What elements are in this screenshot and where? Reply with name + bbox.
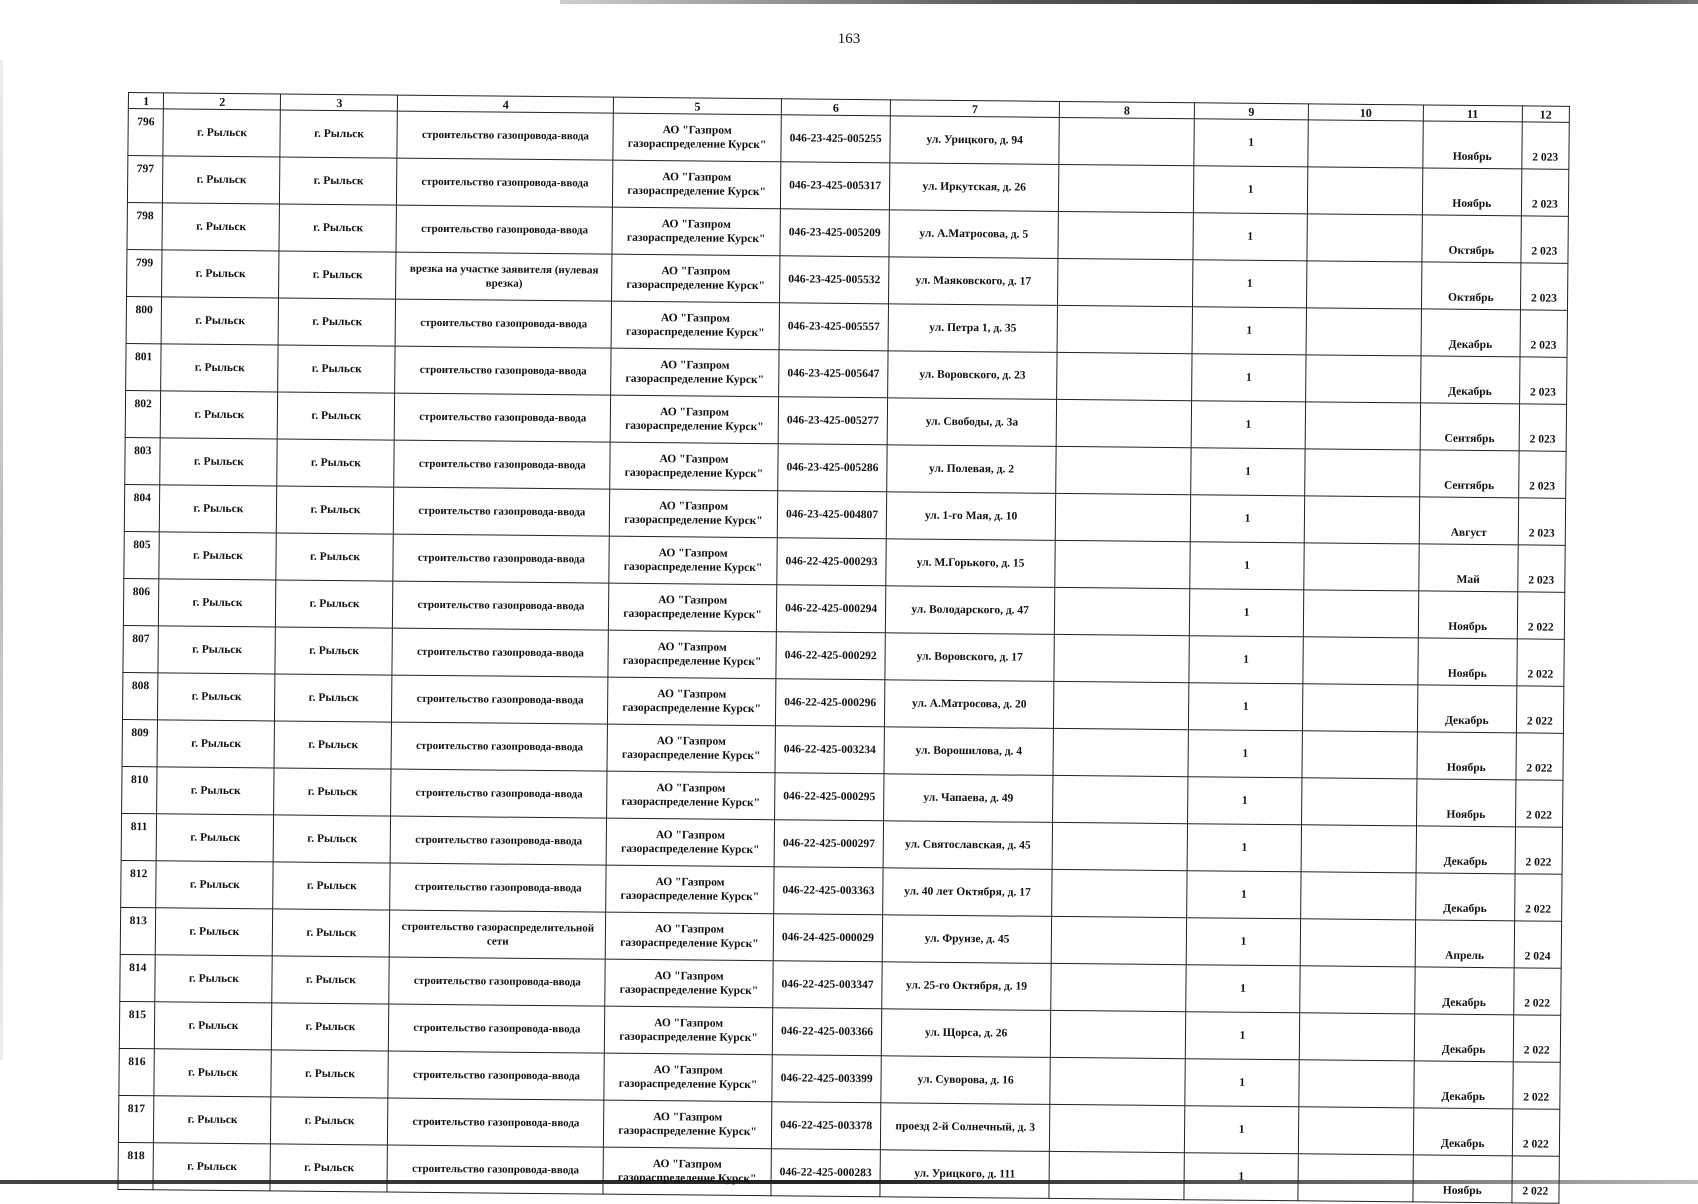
address-cell: ул. Урицкого, д. 111: [880, 1150, 1049, 1199]
organization-cell: АО "Газпром газораспределение Курск": [608, 677, 776, 726]
work-type-cell: строительство газопровода-ввода: [394, 440, 610, 489]
work-type-cell: строительство газопровода-ввода: [389, 957, 605, 1006]
quantity-cell: 1: [1188, 777, 1302, 825]
district-cell: г. Рыльск: [154, 1049, 271, 1097]
column-8-cell: [1049, 1151, 1185, 1199]
column-header: 3: [281, 94, 398, 111]
month-cell: Декабрь: [1413, 1108, 1512, 1156]
row-number: 811: [121, 813, 157, 860]
month-cell: Декабрь: [1415, 873, 1514, 921]
settlement-cell: г. Рыльск: [278, 345, 395, 393]
district-cell: г. Рыльск: [163, 156, 280, 204]
organization-cell: АО "Газпром газораспределение Курск": [611, 348, 779, 397]
column-10-cell: [1300, 966, 1415, 1014]
registration-number-cell: 046-23-425-005647: [778, 350, 888, 398]
row-number: 815: [119, 1001, 155, 1048]
settlement-cell: г. Рыльск: [280, 110, 397, 158]
settlement-cell: г. Рыльск: [272, 956, 389, 1004]
month-cell: Ноябрь: [1418, 591, 1517, 639]
row-number: 809: [122, 719, 158, 766]
year-cell: 2 023: [1519, 357, 1567, 404]
column-8-cell: [1055, 540, 1191, 588]
month-cell: Декабрь: [1417, 685, 1516, 733]
quantity-cell: 1: [1185, 1012, 1299, 1060]
column-8-cell: [1049, 1104, 1185, 1152]
registration-number-cell: 046-24-425-000029: [773, 914, 883, 962]
quantity-cell: 1: [1194, 119, 1308, 167]
registration-number-cell: 046-23-425-004807: [777, 491, 887, 539]
year-cell: 2 022: [1512, 1156, 1560, 1203]
column-8-cell: [1051, 916, 1187, 964]
column-10-cell: [1301, 872, 1416, 920]
registration-number-cell: 046-22-425-000297: [774, 820, 884, 868]
district-cell: г. Рыльск: [156, 861, 273, 909]
quantity-cell: 1: [1184, 1153, 1298, 1201]
registration-number-cell: 046-22-425-003399: [772, 1055, 882, 1103]
registration-number-cell: 046-23-425-005286: [777, 444, 887, 492]
row-number: 808: [122, 672, 158, 719]
quantity-cell: 1: [1194, 166, 1308, 214]
organization-cell: АО "Газпром газораспределение Курск": [609, 536, 777, 585]
column-8-cell: [1050, 1057, 1186, 1105]
organization-cell: АО "Газпром газораспределение Курск": [604, 1100, 772, 1149]
row-number: 796: [128, 109, 164, 156]
registration-number-cell: 046-23-425-005532: [779, 256, 889, 304]
quantity-cell: 1: [1192, 307, 1306, 355]
year-cell: 2 024: [1514, 921, 1562, 968]
column-10-cell: [1306, 308, 1421, 356]
registration-number-cell: 046-22-425-000294: [776, 585, 886, 633]
quantity-cell: 1: [1188, 730, 1302, 778]
column-10-cell: [1306, 261, 1421, 309]
organization-cell: АО "Газпром газораспределение Курск": [607, 771, 775, 820]
district-cell: г. Рыльск: [161, 344, 278, 392]
district-cell: г. Рыльск: [157, 814, 274, 862]
quantity-cell: 1: [1189, 636, 1303, 684]
column-10-cell: [1306, 355, 1421, 403]
year-cell: 2 023: [1518, 451, 1566, 498]
organization-cell: АО "Газпром газораспределение Курск": [610, 442, 778, 491]
column-8-cell: [1058, 211, 1194, 259]
year-cell: 2 023: [1518, 498, 1566, 545]
month-cell: Сентябрь: [1420, 450, 1519, 498]
address-cell: ул. Володарского, д. 47: [886, 586, 1055, 635]
organization-cell: АО "Газпром газораспределение Курск": [606, 818, 774, 867]
column-10-cell: [1302, 731, 1417, 779]
organization-cell: АО "Газпром газораспределение Курск": [612, 207, 780, 256]
registration-number-cell: 046-23-425-005277: [778, 397, 888, 445]
organization-cell: АО "Газпром газораспределение Курск": [613, 113, 781, 162]
column-header: 7: [891, 100, 1060, 118]
registration-number-cell: 046-23-425-005317: [780, 162, 890, 210]
row-number: 804: [124, 484, 160, 531]
work-type-cell: строительство газопровода-ввода: [397, 158, 613, 207]
column-8-cell: [1057, 258, 1193, 306]
column-header: 10: [1308, 104, 1423, 121]
district-cell: г. Рыльск: [159, 579, 276, 627]
work-type-cell: строительство газопровода-ввода: [396, 205, 612, 254]
work-type-cell: строительство газопровода-ввода: [391, 769, 607, 818]
address-cell: ул. Маяковского, д. 17: [889, 257, 1058, 306]
work-type-cell: врезка на участке заявителя (нулевая врезка): [396, 252, 612, 301]
column-8-cell: [1053, 681, 1189, 729]
settlement-cell: г. Рыльск: [274, 815, 391, 863]
month-cell: Декабрь: [1420, 356, 1519, 404]
settlement-cell: г. Рыльск: [273, 862, 390, 910]
organization-cell: АО "Газпром газораспределение Курск": [605, 1006, 773, 1055]
settlement-cell: г. Рыльск: [278, 392, 395, 440]
address-cell: ул. Ворошилова, д. 4: [884, 727, 1053, 776]
month-cell: Декабрь: [1414, 1014, 1513, 1062]
year-cell: 2 023: [1519, 404, 1567, 451]
quantity-cell: 1: [1191, 401, 1305, 449]
column-8-cell: [1056, 399, 1192, 447]
settlement-cell: г. Рыльск: [277, 486, 394, 534]
year-cell: 2 022: [1515, 827, 1563, 874]
quantity-cell: 1: [1189, 683, 1303, 731]
settlement-cell: г. Рыльск: [279, 298, 396, 346]
quantity-cell: 1: [1190, 542, 1304, 590]
quantity-cell: 1: [1187, 824, 1301, 872]
address-cell: ул. 1-го Мая, д. 10: [887, 492, 1056, 541]
district-cell: г. Рыльск: [155, 955, 272, 1003]
work-type-cell: строительство газопровода-ввода: [392, 628, 608, 677]
column-10-cell: [1308, 120, 1423, 168]
row-number: 818: [118, 1142, 154, 1189]
month-cell: Октябрь: [1421, 262, 1520, 310]
row-number: 802: [125, 390, 161, 437]
settlement-cell: г. Рыльск: [274, 721, 391, 769]
district-cell: г. Рыльск: [158, 673, 275, 721]
work-type-cell: строительство газопровода-ввода: [394, 487, 610, 536]
column-8-cell: [1055, 493, 1191, 541]
work-type-cell: строительство газопровода-ввода: [395, 346, 611, 395]
column-10-cell: [1300, 919, 1415, 967]
month-cell: Ноябрь: [1417, 732, 1516, 780]
column-10-cell: [1305, 449, 1420, 497]
settlement-cell: г. Рыльск: [270, 1144, 387, 1192]
month-cell: Ноябрь: [1416, 779, 1515, 827]
work-type-cell: строительство газопровода-ввода: [388, 1098, 604, 1147]
year-cell: 2 022: [1517, 592, 1565, 639]
month-cell: Декабрь: [1421, 309, 1520, 357]
address-cell: ул. Суворова, д. 16: [881, 1056, 1050, 1105]
quantity-cell: 1: [1186, 965, 1300, 1013]
registration-number-cell: 046-22-425-003234: [775, 726, 885, 774]
settlement-cell: г. Рыльск: [271, 1050, 388, 1098]
column-8-cell: [1057, 305, 1193, 353]
column-header: 6: [781, 99, 891, 116]
column-header: 1: [128, 93, 164, 109]
column-10-cell: [1303, 637, 1418, 685]
quantity-cell: 1: [1191, 448, 1305, 496]
column-10-cell: [1302, 778, 1417, 826]
organization-cell: АО "Газпром газораспределение Курск": [603, 1147, 771, 1196]
row-number: 798: [127, 202, 163, 249]
month-cell: Декабрь: [1414, 1061, 1513, 1109]
settlement-cell: г. Рыльск: [272, 1003, 389, 1051]
registration-number-cell: 046-22-425-000283: [771, 1149, 881, 1197]
page-number: 163: [837, 31, 861, 47]
year-cell: 2 022: [1512, 1062, 1560, 1109]
district-cell: г. Рыльск: [158, 626, 275, 674]
row-number: 805: [124, 531, 160, 578]
work-type-cell: строительство газопровода-ввода: [391, 816, 607, 865]
column-header: 9: [1194, 103, 1308, 120]
work-type-cell: строительство газопровода-ввода: [397, 111, 613, 160]
settlement-cell: г. Рыльск: [271, 1097, 388, 1145]
column-10-cell: [1301, 825, 1416, 873]
row-number: 810: [122, 766, 158, 813]
column-8-cell: [1050, 1010, 1186, 1058]
year-cell: 2 022: [1514, 874, 1562, 921]
settlement-cell: г. Рыльск: [273, 909, 390, 957]
month-cell: Ноябрь: [1423, 121, 1522, 169]
row-number: 800: [126, 296, 162, 343]
quantity-cell: 1: [1185, 1059, 1299, 1107]
registration-number-cell: 046-22-425-000296: [775, 679, 885, 727]
settlement-cell: г. Рыльск: [279, 251, 396, 299]
organization-cell: АО "Газпром газораспределение Курск": [610, 489, 778, 538]
organization-cell: АО "Газпром газораспределение Курск": [613, 160, 781, 209]
column-8-cell: [1051, 963, 1187, 1011]
year-cell: 2 022: [1516, 686, 1564, 733]
address-cell: ул. 40 лет Октября, д. 17: [883, 868, 1052, 917]
quantity-cell: 1: [1186, 918, 1300, 966]
organization-cell: АО "Газпром газораспределение Курск": [609, 583, 777, 632]
year-cell: 2 022: [1515, 780, 1563, 827]
column-10-cell: [1304, 496, 1419, 544]
row-number: 807: [123, 625, 159, 672]
address-cell: ул. Урицкого, д. 94: [890, 116, 1059, 165]
column-10-cell: [1298, 1154, 1413, 1202]
work-type-cell: строительство газопровода-ввода: [393, 581, 609, 630]
month-cell: Декабрь: [1416, 826, 1515, 874]
district-cell: г. Рыльск: [160, 485, 277, 533]
work-type-cell: строительство газопровода-ввода: [396, 299, 612, 348]
year-cell: 2 022: [1516, 733, 1564, 780]
column-8-cell: [1053, 728, 1189, 776]
column-8-cell: [1054, 634, 1190, 682]
registration-number-cell: 046-22-425-003366: [772, 1008, 882, 1056]
registration-number-cell: 046-22-425-000295: [774, 773, 884, 821]
district-cell: г. Рыльск: [154, 1096, 271, 1144]
settlement-cell: г. Рыльск: [276, 533, 393, 581]
month-cell: Ноябрь: [1418, 638, 1517, 686]
register-body: [118, 109, 1569, 1204]
registration-number-cell: 046-22-425-003363: [773, 867, 883, 915]
district-cell: г. Рыльск: [157, 720, 274, 768]
column-header: 12: [1522, 106, 1569, 122]
district-cell: г. Рыльск: [157, 767, 274, 815]
quantity-cell: 1: [1193, 213, 1307, 261]
month-cell: Ноябрь: [1413, 1155, 1512, 1203]
district-cell: г. Рыльск: [162, 250, 279, 298]
column-8-cell: [1056, 446, 1192, 494]
address-cell: ул. Чапаева, д. 49: [884, 774, 1053, 823]
column-8-cell: [1052, 775, 1188, 823]
column-header: 5: [614, 97, 782, 115]
register-table: [117, 92, 1569, 1204]
month-cell: Ноябрь: [1422, 168, 1521, 216]
scan-edge-left: [0, 60, 3, 1060]
work-type-cell: строительство газопровода-ввода: [388, 1051, 604, 1100]
month-cell: Май: [1419, 544, 1518, 592]
column-10-cell: [1305, 402, 1420, 450]
column-8-cell: [1054, 587, 1190, 635]
work-type-cell: строительство газопровода-ввода: [395, 393, 611, 442]
column-8-cell: [1059, 117, 1195, 165]
column-10-cell: [1304, 543, 1419, 591]
district-cell: г. Рыльск: [156, 908, 273, 956]
settlement-cell: г. Рыльск: [280, 157, 397, 205]
address-cell: ул. Свободы, д. 3а: [887, 398, 1056, 447]
quantity-cell: 1: [1192, 354, 1306, 402]
address-cell: ул. Иркутская, д. 26: [890, 163, 1059, 212]
year-cell: 2 023: [1521, 216, 1569, 263]
district-cell: г. Рыльск: [155, 1002, 272, 1050]
organization-cell: АО "Газпром газораспределение Курск": [607, 724, 775, 773]
work-type-cell: строительство газораспределительной сети: [390, 910, 606, 959]
address-cell: ул. Полевая, д. 2: [887, 445, 1056, 494]
registration-number-cell: 046-23-425-005255: [781, 115, 891, 163]
row-number: 801: [126, 343, 162, 390]
organization-cell: АО "Газпром газораспределение Курск": [605, 959, 773, 1008]
scan-edge-top: [560, 0, 1698, 4]
organization-cell: АО "Газпром газораспределение Курск": [611, 301, 779, 350]
row-number: 814: [120, 954, 156, 1001]
column-header: 2: [164, 93, 281, 110]
year-cell: 2 022: [1513, 1015, 1561, 1062]
column-header: 8: [1059, 101, 1194, 118]
work-type-cell: строительство газопровода-ввода: [393, 534, 609, 583]
year-cell: 2 022: [1513, 968, 1561, 1015]
column-10-cell: [1299, 1060, 1414, 1108]
work-type-cell: строительство газопровода-ввода: [389, 1004, 605, 1053]
column-10-cell: [1307, 214, 1422, 262]
column-8-cell: [1058, 164, 1194, 212]
registration-number-cell: 046-23-425-005209: [780, 209, 890, 257]
year-cell: 2 023: [1517, 545, 1565, 592]
column-10-cell: [1299, 1013, 1414, 1061]
row-number: 806: [123, 578, 159, 625]
quantity-cell: 1: [1193, 260, 1307, 308]
district-cell: г. Рыльск: [161, 391, 278, 439]
settlement-cell: г. Рыльск: [276, 580, 393, 628]
registration-number-cell: 046-22-425-000293: [777, 538, 887, 586]
quantity-cell: 1: [1190, 495, 1304, 543]
settlement-cell: г. Рыльск: [277, 439, 394, 487]
address-cell: проезд 2-й Солнечный, д. 3: [881, 1103, 1050, 1152]
year-cell: 2 023: [1521, 169, 1569, 216]
address-cell: ул. Петра 1, д. 35: [888, 304, 1057, 353]
address-cell: ул. 25-го Октября, д. 19: [882, 962, 1051, 1011]
settlement-cell: г. Рыльск: [275, 674, 392, 722]
year-cell: 2 023: [1520, 263, 1568, 310]
settlement-cell: г. Рыльск: [274, 768, 391, 816]
organization-cell: АО "Газпром газораспределение Курск": [606, 865, 774, 914]
quantity-cell: 1: [1190, 589, 1304, 637]
month-cell: Октябрь: [1422, 215, 1521, 263]
district-cell: г. Рыльск: [162, 297, 279, 345]
quantity-cell: 1: [1185, 1106, 1299, 1154]
row-number: 812: [121, 860, 157, 907]
address-cell: ул. Фрунзе, д. 45: [882, 915, 1051, 964]
row-number: 799: [127, 249, 163, 296]
address-cell: ул. Святославская, д. 45: [883, 821, 1052, 870]
column-10-cell: [1303, 590, 1418, 638]
column-header: 11: [1423, 105, 1522, 122]
row-number: 803: [125, 437, 161, 484]
organization-cell: АО "Газпром газораспределение Курск": [612, 254, 780, 303]
month-cell: Сентябрь: [1420, 403, 1519, 451]
month-cell: Август: [1419, 497, 1518, 545]
month-cell: Апрель: [1415, 920, 1514, 968]
row-number: 817: [118, 1095, 154, 1142]
row-number: 813: [120, 907, 156, 954]
column-10-cell: [1298, 1107, 1413, 1155]
district-cell: г. Рыльск: [162, 203, 279, 251]
organization-cell: АО "Газпром газораспределение Курск": [605, 912, 773, 961]
address-cell: ул. Воровского, д. 17: [885, 633, 1054, 682]
row-number: 816: [119, 1048, 155, 1095]
district-cell: г. Рыльск: [153, 1143, 270, 1191]
registration-number-cell: 046-22-425-003347: [773, 961, 883, 1009]
district-cell: г. Рыльск: [159, 532, 276, 580]
registration-number-cell: 046-23-425-005557: [779, 303, 889, 351]
registration-number-cell: 046-22-425-000292: [776, 632, 886, 680]
district-cell: г. Рыльск: [160, 438, 277, 486]
district-cell: г. Рыльск: [163, 109, 280, 157]
work-type-cell: строительство газопровода-ввода: [387, 1145, 603, 1194]
month-cell: Декабрь: [1415, 967, 1514, 1015]
year-cell: 2 022: [1512, 1109, 1560, 1156]
work-type-cell: строительство газопровода-ввода: [390, 863, 606, 912]
column-header: 4: [398, 95, 614, 113]
registration-number-cell: 046-22-425-003378: [771, 1102, 881, 1150]
column-8-cell: [1052, 822, 1188, 870]
work-type-cell: строительство газопровода-ввода: [391, 722, 607, 771]
address-cell: ул. А.Матросова, д. 5: [889, 210, 1058, 259]
work-type-cell: строительство газопровода-ввода: [392, 675, 608, 724]
organization-cell: АО "Газпром газораспределение Курск": [604, 1053, 772, 1102]
organization-cell: АО "Газпром газораспределение Курск": [610, 395, 778, 444]
column-8-cell: [1056, 352, 1192, 400]
column-10-cell: [1302, 684, 1417, 732]
year-cell: 2 022: [1517, 639, 1565, 686]
settlement-cell: г. Рыльск: [279, 204, 396, 252]
organization-cell: АО "Газпром газораспределение Курск": [608, 630, 776, 679]
address-cell: ул. Воровского, д. 23: [888, 351, 1057, 400]
column-8-cell: [1052, 869, 1188, 917]
column-10-cell: [1307, 167, 1422, 215]
row-number: 797: [127, 156, 163, 203]
settlement-cell: г. Рыльск: [275, 627, 392, 675]
year-cell: 2 023: [1520, 310, 1568, 357]
quantity-cell: 1: [1187, 871, 1301, 919]
address-cell: ул. Щорса, д. 26: [882, 1009, 1051, 1058]
year-cell: 2 023: [1521, 122, 1569, 169]
address-cell: ул. А.Матросова, д. 20: [885, 680, 1054, 729]
address-cell: ул. М.Горького, д. 15: [886, 539, 1055, 588]
